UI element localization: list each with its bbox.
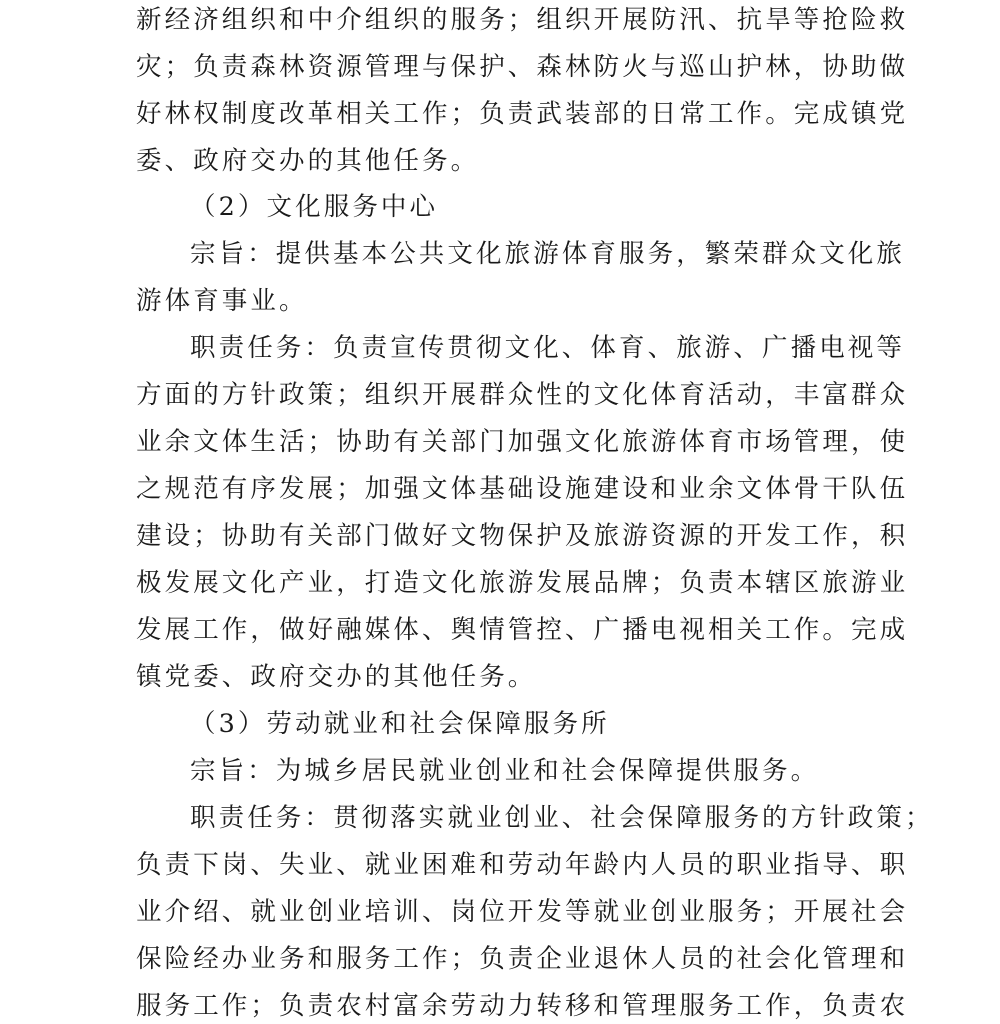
text-line: 之规范有序发展；加强文体基础设施建设和业余文体骨干队伍 (136, 474, 909, 504)
text-line: 极发展文化产业，打造文化旅游发展品牌；负责本辖区旅游业 (136, 568, 909, 598)
section-heading: （2）文化服务中心 (190, 192, 439, 222)
text-line: 发展工作，做好融媒体、舆情管控、广播电视相关工作。完成 (136, 615, 909, 645)
text-line: 业余文体生活；协助有关部门加强文化旅游体育市场管理，使 (136, 427, 909, 457)
section-heading: （3）劳动就业和社会保障服务所 (190, 709, 610, 739)
text-line: 委、政府交办的其他任务。 (136, 146, 480, 176)
text-line: 游体育事业。 (136, 286, 308, 316)
paragraph-first-line: 宗旨：提供基本公共文化旅游体育服务，繁荣群众文化旅 (190, 239, 906, 269)
text-line: 负责下岗、失业、就业困难和劳动年龄内人员的职业指导、职 (136, 850, 909, 880)
text-line: 业介绍、就业创业培训、岗位开发等就业创业服务；开展社会 (136, 897, 909, 927)
text-line: 服务工作；负责农村富余劳动力转移和管理服务工作，负责农 (136, 991, 909, 1021)
text-line: 好林权制度改革相关工作；负责武装部的日常工作。完成镇党 (136, 99, 909, 129)
paragraph-first-line: 职责任务：贯彻落实就业创业、社会保障服务的方针政策； (190, 803, 934, 833)
paragraph-first-line: 职责任务：负责宣传贯彻文化、体育、旅游、广播电视等 (190, 333, 906, 363)
text-line: 灾；负责森林资源管理与保护、森林防火与巡山护林，协助做 (136, 52, 909, 82)
paragraph-first-line: 宗旨：为城乡居民就业创业和社会保障提供服务。 (190, 756, 820, 786)
text-line: 保险经办业务和服务工作；负责企业退休人员的社会化管理和 (136, 944, 909, 974)
text-line: 新经济组织和中介组织的服务；组织开展防汛、抗旱等抢险救 (136, 5, 909, 35)
text-line: 镇党委、政府交办的其他任务。 (136, 662, 537, 692)
text-line: 建设；协助有关部门做好文物保护及旅游资源的开发工作，积 (136, 521, 909, 551)
text-line: 方面的方针政策；组织开展群众性的文化体育活动，丰富群众 (136, 380, 909, 410)
